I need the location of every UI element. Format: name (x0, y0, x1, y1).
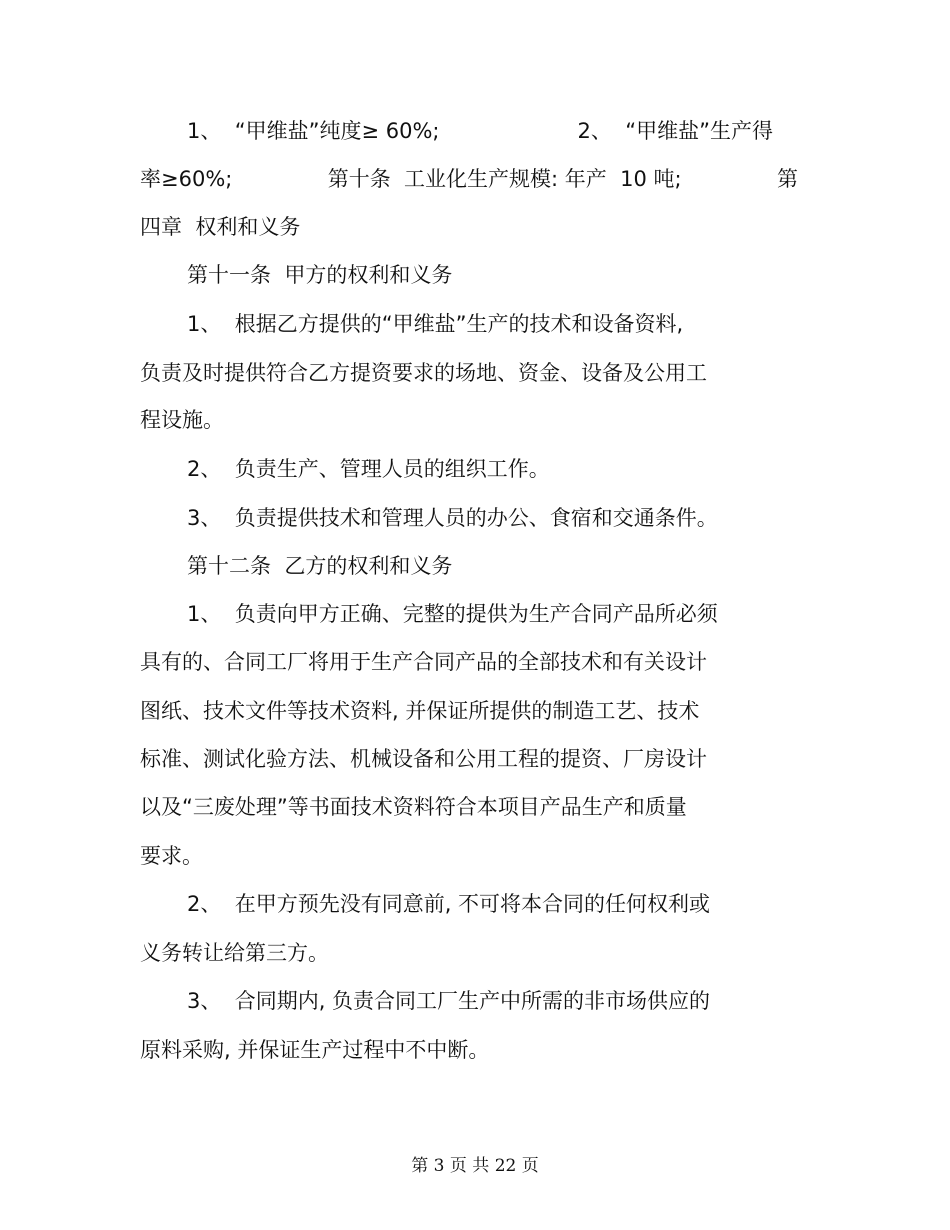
line-1-segment-2: 2、 “甲维盐”生产得 (577, 119, 773, 143)
line-2-segment-1: 率≥60%; (140, 167, 233, 191)
text-line-6: 负责及时提供符合乙方提资要求的场地、资金、设备及公用工 (140, 361, 707, 385)
text-line-11: 1、 负责向甲方正确、完整的提供为生产合同产品所必须 (187, 602, 718, 626)
text-line-12: 具有的、合同工厂将用于生产合同产品的全部技术和有关设计 (140, 650, 707, 674)
text-line-7: 程设施。 (140, 408, 224, 432)
text-line-2 (140, 165, 798, 193)
line-2-segment-3: 第 (776, 167, 798, 191)
text-line-13: 图纸、技术文件等技术资料, 并保证所提供的制造工艺、技术 (140, 699, 700, 723)
article-heading-12: 第十二条 乙方的权利和义务 (187, 554, 453, 578)
line-1-segment-1: 1、 “甲维盐”纯度≥ 60%; (187, 119, 440, 143)
text-line-20: 原料采购, 并保证生产过程中不中断。 (140, 1038, 490, 1062)
text-line-9: 3、 负责提供技术和管理人员的办公、食宿和交通条件。 (187, 506, 718, 530)
text-line-15: 以及“三废处理”等书面技术资料符合本项目产品生产和质量 (140, 795, 687, 819)
text-line-8: 2、 负责生产、管理人员的组织工作。 (187, 457, 550, 481)
text-line-14: 标准、测试化验方法、机械设备和公用工程的提资、厂房设计 (140, 747, 707, 771)
chapter-heading: 四章 权利和义务 (140, 215, 301, 239)
page-number-footer: 第 3 页 共 22 页 (411, 1156, 539, 1176)
line-2-segment-2: 第十条 工业化生产规模: 年产 10 吨; (327, 167, 682, 191)
text-line-5: 1、 根据乙方提供的“甲维盐”生产的技术和设备资料, (187, 312, 684, 336)
text-line-1 (187, 117, 773, 145)
text-line-19: 3、 合同期内, 负责合同工厂生产中所需的非市场供应的 (187, 989, 711, 1013)
article-heading-11: 第十一条 甲方的权利和义务 (187, 263, 453, 287)
text-line-18: 义务转让给第三方。 (140, 941, 329, 965)
text-line-17: 2、 在甲方预先没有同意前, 不可将本合同的任何权利或 (187, 892, 711, 916)
text-line-16: 要求。 (140, 844, 203, 868)
